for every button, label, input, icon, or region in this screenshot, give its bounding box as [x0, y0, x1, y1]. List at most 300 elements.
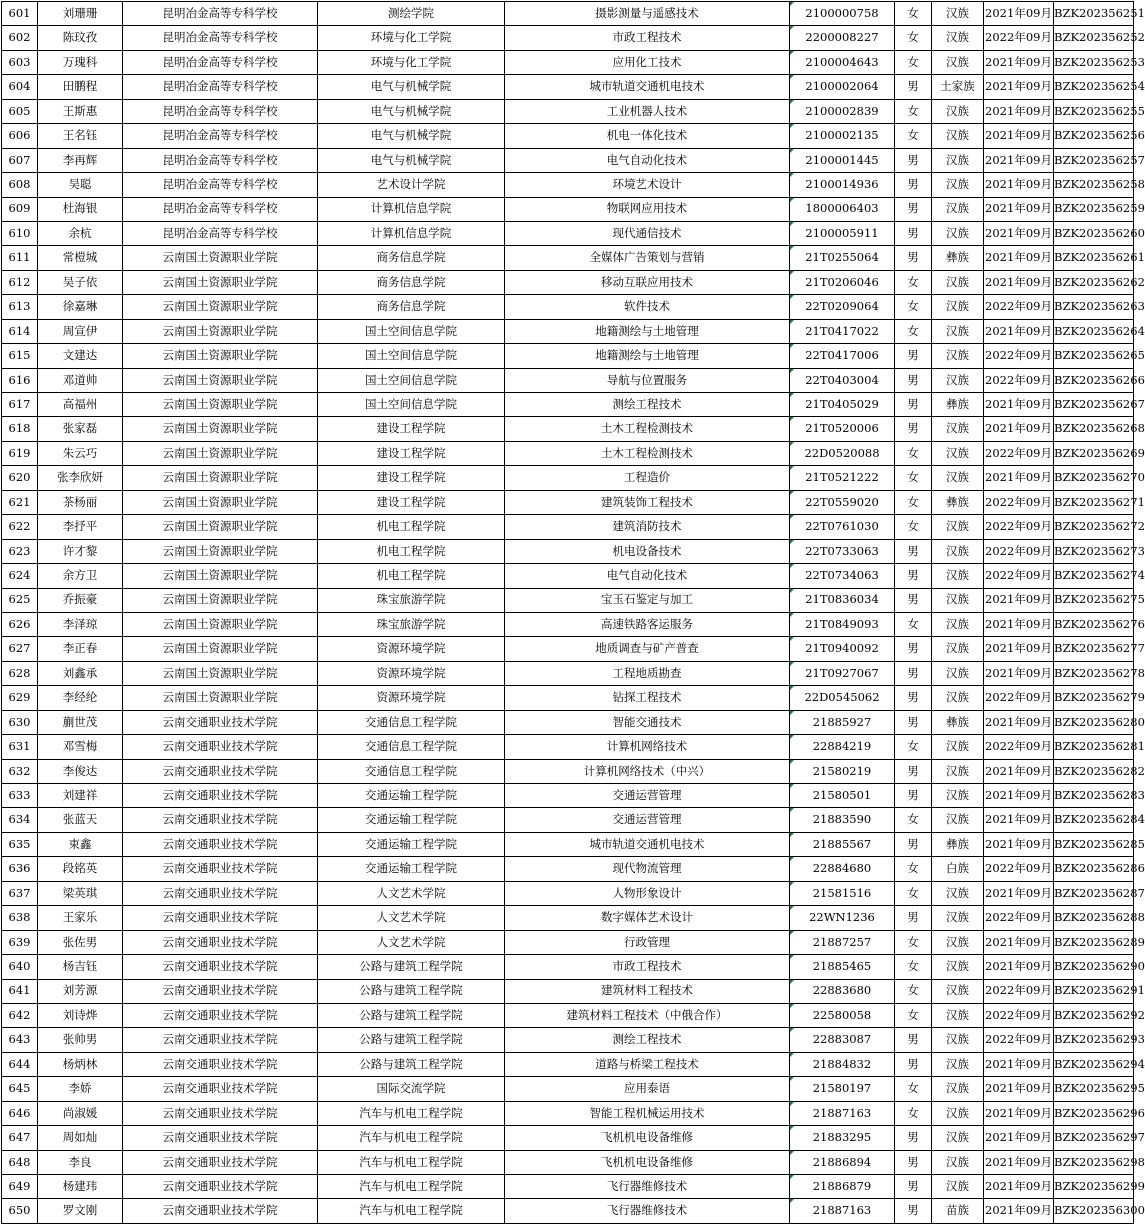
gender-cell: 女 [895, 1101, 932, 1125]
gender-cell: 女 [895, 50, 932, 74]
student-name-cell: 许才黎 [38, 539, 123, 563]
school-name-cell: 昆明冶金高等专科学校 [123, 197, 318, 221]
gender-cell: 女 [895, 319, 932, 343]
certificate-number-cell: BZK202356280 [1054, 710, 1134, 734]
ethnicity-cell: 彝族 [932, 832, 984, 856]
major-name-cell: 现代通信技术 [505, 221, 790, 245]
gender-cell: 女 [895, 99, 932, 123]
enrollment-date-cell: 2021年09月 [984, 246, 1054, 270]
college-name-cell: 环境与化工学院 [318, 26, 505, 50]
table-row [2, 612, 1134, 636]
ethnicity-cell: 汉族 [932, 539, 984, 563]
table-row [2, 1126, 1134, 1150]
student-name-cell: 段铭英 [38, 857, 123, 881]
college-name-cell: 资源环境学院 [318, 686, 505, 710]
major-name-cell: 地质调查与矿产普查 [505, 637, 790, 661]
student-id-cell: 21580197 [790, 1077, 895, 1101]
table-row [2, 564, 1134, 588]
table-row [2, 906, 1134, 930]
table-row [2, 368, 1134, 392]
ethnicity-cell: 汉族 [932, 197, 984, 221]
row-index-cell: 615 [2, 344, 38, 368]
ethnicity-cell: 汉族 [932, 1003, 984, 1027]
student-name-cell: 吴子依 [38, 270, 123, 294]
gender-cell: 女 [895, 857, 932, 881]
row-index-cell: 616 [2, 368, 38, 392]
school-name-cell: 云南交通职业技术学院 [123, 1175, 318, 1199]
major-name-cell: 计算机网络技术（中兴） [505, 759, 790, 783]
enrollment-date-cell: 2022年09月 [984, 979, 1054, 1003]
ethnicity-cell: 汉族 [932, 50, 984, 74]
major-name-cell: 市政工程技术 [505, 26, 790, 50]
row-index-cell: 621 [2, 490, 38, 514]
student-id-cell: 21581516 [790, 881, 895, 905]
student-id-cell: 21887257 [790, 930, 895, 954]
row-index-cell: 618 [2, 417, 38, 441]
student-name-cell: 刘诗烨 [38, 1003, 123, 1027]
college-name-cell: 计算机信息学院 [318, 221, 505, 245]
table-row [2, 1175, 1134, 1199]
row-index-cell: 619 [2, 441, 38, 465]
row-index-cell: 622 [2, 515, 38, 539]
school-name-cell: 云南交通职业技术学院 [123, 1052, 318, 1076]
gender-cell: 男 [895, 368, 932, 392]
college-name-cell: 商务信息学院 [318, 295, 505, 319]
enrollment-date-cell: 2021年09月 [984, 930, 1054, 954]
student-id-cell: 2200008227 [790, 26, 895, 50]
college-name-cell: 珠宝旅游学院 [318, 612, 505, 636]
ethnicity-cell: 苗族 [932, 1199, 984, 1223]
enrollment-date-cell: 2022年09月 [984, 735, 1054, 759]
student-name-cell: 文建达 [38, 344, 123, 368]
college-name-cell: 建设工程学院 [318, 441, 505, 465]
major-name-cell: 工程地质勘查 [505, 661, 790, 685]
row-index-cell: 606 [2, 124, 38, 148]
enrollment-date-cell: 2021年09月 [984, 1175, 1054, 1199]
major-name-cell: 城市轨道交通机电技术 [505, 832, 790, 856]
certificate-number-cell: BZK202356274 [1054, 564, 1134, 588]
gender-cell: 男 [895, 148, 932, 172]
major-name-cell: 地籍测绘与土地管理 [505, 319, 790, 343]
row-index-cell: 626 [2, 612, 38, 636]
enrollment-date-cell: 2021年09月 [984, 881, 1054, 905]
table-row [2, 515, 1134, 539]
student-id-cell: 22580058 [790, 1003, 895, 1027]
row-index-cell: 614 [2, 319, 38, 343]
student-name-cell: 李经纶 [38, 686, 123, 710]
certificate-number-cell: BZK202356260 [1054, 221, 1134, 245]
certificate-number-cell: BZK202356299 [1054, 1175, 1134, 1199]
table-row [2, 221, 1134, 245]
table-row [2, 26, 1134, 50]
row-index-cell: 601 [2, 2, 38, 26]
table-row [2, 490, 1134, 514]
student-name-cell: 张佐男 [38, 930, 123, 954]
student-id-cell: 21T0940092 [790, 637, 895, 661]
school-name-cell: 云南国土资源职业学院 [123, 344, 318, 368]
certificate-number-cell: BZK202356295 [1054, 1077, 1134, 1101]
ethnicity-cell: 土家族 [932, 75, 984, 99]
row-index-cell: 617 [2, 393, 38, 417]
row-index-cell: 628 [2, 661, 38, 685]
student-id-cell: 22WN1236 [790, 906, 895, 930]
ethnicity-cell: 彝族 [932, 490, 984, 514]
table-row [2, 344, 1134, 368]
college-name-cell: 电气与机械学院 [318, 148, 505, 172]
school-name-cell: 云南国土资源职业学院 [123, 661, 318, 685]
student-name-cell: 朱云巧 [38, 441, 123, 465]
table-row [2, 197, 1134, 221]
student-name-cell: 梁英琪 [38, 881, 123, 905]
certificate-number-cell: BZK202356283 [1054, 784, 1134, 808]
school-name-cell: 云南国土资源职业学院 [123, 466, 318, 490]
college-name-cell: 人文艺术学院 [318, 930, 505, 954]
row-index-cell: 624 [2, 564, 38, 588]
ethnicity-cell: 汉族 [932, 99, 984, 123]
student-name-cell: 李俊达 [38, 759, 123, 783]
student-id-cell: 2100002839 [790, 99, 895, 123]
student-name-cell: 茶杨丽 [38, 490, 123, 514]
table-row [2, 417, 1134, 441]
table-row [2, 124, 1134, 148]
student-id-cell: 21T0405029 [790, 393, 895, 417]
student-id-cell: 22884680 [790, 857, 895, 881]
row-index-cell: 610 [2, 221, 38, 245]
gender-cell: 男 [895, 1150, 932, 1174]
student-id-cell: 22T0733063 [790, 539, 895, 563]
college-name-cell: 电气与机械学院 [318, 124, 505, 148]
enrollment-date-cell: 2022年09月 [984, 295, 1054, 319]
certificate-number-cell: BZK202356275 [1054, 588, 1134, 612]
gender-cell: 男 [895, 759, 932, 783]
roster-body [2, 2, 1145, 1224]
certificate-number-cell: BZK202356300 [1054, 1199, 1134, 1223]
table-row [2, 319, 1134, 343]
table-row [2, 1052, 1134, 1076]
student-id-cell: 21T0849093 [790, 612, 895, 636]
row-index-cell: 623 [2, 539, 38, 563]
gender-cell: 女 [895, 466, 932, 490]
student-name-cell: 高福州 [38, 393, 123, 417]
ethnicity-cell: 汉族 [932, 1175, 984, 1199]
school-name-cell: 云南国土资源职业学院 [123, 588, 318, 612]
ethnicity-cell: 汉族 [932, 1150, 984, 1174]
student-id-cell: 21886894 [790, 1150, 895, 1174]
college-name-cell: 交通信息工程学院 [318, 735, 505, 759]
enrollment-date-cell: 2021年09月 [984, 808, 1054, 832]
student-name-cell: 蒯世茂 [38, 710, 123, 734]
major-name-cell: 市政工程技术 [505, 955, 790, 979]
student-id-cell: 22T0761030 [790, 515, 895, 539]
student-id-cell: 22T0403004 [790, 368, 895, 392]
student-id-cell: 22D0545062 [790, 686, 895, 710]
gender-cell: 女 [895, 930, 932, 954]
table-row [2, 1150, 1134, 1174]
student-id-cell: 22D0520088 [790, 441, 895, 465]
certificate-number-cell: BZK202356290 [1054, 955, 1134, 979]
college-name-cell: 交通运输工程学院 [318, 808, 505, 832]
gender-cell: 男 [895, 539, 932, 563]
gender-cell: 女 [895, 490, 932, 514]
ethnicity-cell: 汉族 [932, 221, 984, 245]
college-name-cell: 人文艺术学院 [318, 881, 505, 905]
enrollment-date-cell: 2021年09月 [984, 466, 1054, 490]
college-name-cell: 交通运输工程学院 [318, 784, 505, 808]
certificate-number-cell: BZK202356255 [1054, 99, 1134, 123]
gender-cell: 女 [895, 979, 932, 1003]
major-name-cell: 建筑材料工程技术（中俄合作） [505, 1003, 790, 1027]
enrollment-date-cell: 2021年09月 [984, 955, 1054, 979]
school-name-cell: 云南国土资源职业学院 [123, 515, 318, 539]
major-name-cell: 建筑装饰工程技术 [505, 490, 790, 514]
student-name-cell: 罗文刚 [38, 1199, 123, 1223]
student-name-cell: 陈玟孜 [38, 26, 123, 50]
table-row [2, 881, 1134, 905]
table-row [2, 50, 1134, 74]
enrollment-date-cell: 2021年09月 [984, 148, 1054, 172]
table-row [2, 148, 1134, 172]
gender-cell: 女 [895, 1077, 932, 1101]
certificate-number-cell: BZK202356277 [1054, 637, 1134, 661]
student-name-cell: 张李欣妍 [38, 466, 123, 490]
student-name-cell: 周宣伊 [38, 319, 123, 343]
school-name-cell: 云南交通职业技术学院 [123, 1199, 318, 1223]
certificate-number-cell: BZK202356293 [1054, 1028, 1134, 1052]
college-name-cell: 建设工程学院 [318, 417, 505, 441]
enrollment-date-cell: 2021年09月 [984, 588, 1054, 612]
student-id-cell: 21580219 [790, 759, 895, 783]
row-index-cell: 627 [2, 637, 38, 661]
enrollment-date-cell: 2021年09月 [984, 1126, 1054, 1150]
college-name-cell: 交通运输工程学院 [318, 857, 505, 881]
student-name-cell: 田鹏程 [38, 75, 123, 99]
college-name-cell: 公路与建筑工程学院 [318, 979, 505, 1003]
gender-cell: 女 [895, 2, 932, 26]
college-name-cell: 公路与建筑工程学院 [318, 1003, 505, 1027]
ethnicity-cell: 彝族 [932, 246, 984, 270]
ethnicity-cell: 汉族 [932, 930, 984, 954]
school-name-cell: 昆明冶金高等专科学校 [123, 124, 318, 148]
student-name-cell: 刘芳源 [38, 979, 123, 1003]
gender-cell: 男 [895, 1126, 932, 1150]
school-name-cell: 云南交通职业技术学院 [123, 857, 318, 881]
enrollment-date-cell: 2021年09月 [984, 2, 1054, 26]
enrollment-date-cell: 2021年09月 [984, 1150, 1054, 1174]
row-index-cell: 634 [2, 808, 38, 832]
student-name-cell: 李再辉 [38, 148, 123, 172]
ethnicity-cell: 彝族 [932, 393, 984, 417]
student-id-cell: 21T0520006 [790, 417, 895, 441]
table-row [2, 173, 1134, 197]
gender-cell: 男 [895, 686, 932, 710]
college-name-cell: 公路与建筑工程学院 [318, 1028, 505, 1052]
school-name-cell: 云南国土资源职业学院 [123, 490, 318, 514]
certificate-number-cell: BZK202356254 [1054, 75, 1134, 99]
table-row [2, 661, 1134, 685]
gender-cell: 女 [895, 881, 932, 905]
college-name-cell: 机电工程学院 [318, 539, 505, 563]
row-index-cell: 648 [2, 1150, 38, 1174]
major-name-cell: 建筑消防技术 [505, 515, 790, 539]
row-index-cell: 608 [2, 173, 38, 197]
college-name-cell: 珠宝旅游学院 [318, 588, 505, 612]
gender-cell: 男 [895, 637, 932, 661]
row-index-cell: 638 [2, 906, 38, 930]
certificate-number-cell: BZK202356273 [1054, 539, 1134, 563]
ethnicity-cell: 汉族 [932, 759, 984, 783]
ethnicity-cell: 汉族 [932, 564, 984, 588]
school-name-cell: 昆明冶金高等专科学校 [123, 2, 318, 26]
major-name-cell: 软件技术 [505, 295, 790, 319]
college-name-cell: 汽车与机电工程学院 [318, 1101, 505, 1125]
ethnicity-cell: 汉族 [932, 686, 984, 710]
gender-cell: 女 [895, 26, 932, 50]
enrollment-date-cell: 2022年09月 [984, 1003, 1054, 1027]
row-index-cell: 645 [2, 1077, 38, 1101]
student-name-cell: 徐嘉琳 [38, 295, 123, 319]
ethnicity-cell: 汉族 [932, 148, 984, 172]
student-name-cell: 李抒平 [38, 515, 123, 539]
school-name-cell: 云南交通职业技术学院 [123, 1101, 318, 1125]
school-name-cell: 云南国土资源职业学院 [123, 393, 318, 417]
school-name-cell: 云南交通职业技术学院 [123, 979, 318, 1003]
certificate-number-cell: BZK202356272 [1054, 515, 1134, 539]
table-row [2, 955, 1134, 979]
row-index-cell: 613 [2, 295, 38, 319]
college-name-cell: 交通信息工程学院 [318, 710, 505, 734]
college-name-cell: 资源环境学院 [318, 637, 505, 661]
certificate-number-cell: BZK202356291 [1054, 979, 1134, 1003]
school-name-cell: 昆明冶金高等专科学校 [123, 50, 318, 74]
table-row [2, 75, 1134, 99]
student-name-cell: 杨炳林 [38, 1052, 123, 1076]
gender-cell: 女 [895, 735, 932, 759]
college-name-cell: 汽车与机电工程学院 [318, 1126, 505, 1150]
college-name-cell: 国土空间信息学院 [318, 319, 505, 343]
major-name-cell: 行政管理 [505, 930, 790, 954]
student-name-cell: 李娇 [38, 1077, 123, 1101]
college-name-cell: 交通运输工程学院 [318, 832, 505, 856]
college-name-cell: 交通信息工程学院 [318, 759, 505, 783]
student-name-cell: 邓雪梅 [38, 735, 123, 759]
college-name-cell: 人文艺术学院 [318, 906, 505, 930]
major-name-cell: 应用泰语 [505, 1077, 790, 1101]
enrollment-date-cell: 2021年09月 [984, 832, 1054, 856]
school-name-cell: 云南国土资源职业学院 [123, 295, 318, 319]
student-id-cell: 21885465 [790, 955, 895, 979]
college-name-cell: 测绘学院 [318, 2, 505, 26]
certificate-number-cell: BZK202356288 [1054, 906, 1134, 930]
row-index-cell: 642 [2, 1003, 38, 1027]
enrollment-date-cell: 2021年09月 [984, 759, 1054, 783]
gender-cell: 男 [895, 417, 932, 441]
enrollment-date-cell: 2022年09月 [984, 539, 1054, 563]
certificate-number-cell: BZK202356284 [1054, 808, 1134, 832]
school-name-cell: 昆明冶金高等专科学校 [123, 173, 318, 197]
certificate-number-cell: BZK202356259 [1054, 197, 1134, 221]
student-name-cell: 张家磊 [38, 417, 123, 441]
certificate-number-cell: BZK202356285 [1054, 832, 1134, 856]
school-name-cell: 云南交通职业技术学院 [123, 1150, 318, 1174]
row-index-cell: 649 [2, 1175, 38, 1199]
gender-cell: 女 [895, 270, 932, 294]
student-id-cell: 2100001445 [790, 148, 895, 172]
student-name-cell: 王名钰 [38, 124, 123, 148]
enrollment-date-cell: 2022年09月 [984, 344, 1054, 368]
major-name-cell: 工业机器人技术 [505, 99, 790, 123]
school-name-cell: 昆明冶金高等专科学校 [123, 26, 318, 50]
student-id-cell: 21T0927067 [790, 661, 895, 685]
enrollment-date-cell: 2021年09月 [984, 99, 1054, 123]
row-index-cell: 636 [2, 857, 38, 881]
school-name-cell: 云南国土资源职业学院 [123, 612, 318, 636]
ethnicity-cell: 汉族 [932, 906, 984, 930]
row-index-cell: 639 [2, 930, 38, 954]
college-name-cell: 汽车与机电工程学院 [318, 1150, 505, 1174]
certificate-number-cell: BZK202356256 [1054, 124, 1134, 148]
student-name-cell: 李正春 [38, 637, 123, 661]
enrollment-date-cell: 2021年09月 [984, 221, 1054, 245]
student-name-cell: 杜海银 [38, 197, 123, 221]
school-name-cell: 云南国土资源职业学院 [123, 368, 318, 392]
row-index-cell: 602 [2, 26, 38, 50]
enrollment-date-cell: 2021年09月 [984, 417, 1054, 441]
row-index-cell: 643 [2, 1028, 38, 1052]
school-name-cell: 云南国土资源职业学院 [123, 270, 318, 294]
student-name-cell: 余杭 [38, 221, 123, 245]
major-name-cell: 道路与桥梁工程技术 [505, 1052, 790, 1076]
school-name-cell: 云南国土资源职业学院 [123, 539, 318, 563]
ethnicity-cell: 汉族 [932, 1077, 984, 1101]
table-row [2, 441, 1134, 465]
major-name-cell: 数字媒体艺术设计 [505, 906, 790, 930]
school-name-cell: 云南交通职业技术学院 [123, 1028, 318, 1052]
table-row [2, 466, 1134, 490]
enrollment-date-cell: 2022年09月 [984, 515, 1054, 539]
school-name-cell: 云南交通职业技术学院 [123, 759, 318, 783]
enrollment-date-cell: 2022年09月 [984, 26, 1054, 50]
ethnicity-cell: 汉族 [932, 735, 984, 759]
certificate-number-cell: BZK202356278 [1054, 661, 1134, 685]
table-row [2, 1028, 1134, 1052]
major-name-cell: 建筑材料工程技术 [505, 979, 790, 1003]
student-name-cell: 余方卫 [38, 564, 123, 588]
ethnicity-cell: 汉族 [932, 1028, 984, 1052]
ethnicity-cell: 汉族 [932, 2, 984, 26]
major-name-cell: 地籍测绘与土地管理 [505, 344, 790, 368]
gender-cell: 女 [895, 808, 932, 832]
row-index-cell: 629 [2, 686, 38, 710]
major-name-cell: 宝玉石鉴定与加工 [505, 588, 790, 612]
student-name-cell: 吴聪 [38, 173, 123, 197]
row-index-cell: 604 [2, 75, 38, 99]
certificate-number-cell: BZK202356271 [1054, 490, 1134, 514]
enrollment-date-cell: 2021年09月 [984, 637, 1054, 661]
gender-cell: 女 [895, 955, 932, 979]
school-name-cell: 昆明冶金高等专科学校 [123, 148, 318, 172]
student-id-cell: 2100002135 [790, 124, 895, 148]
table-row [2, 588, 1134, 612]
school-name-cell: 云南国土资源职业学院 [123, 246, 318, 270]
gender-cell: 男 [895, 221, 932, 245]
certificate-number-cell: BZK202356251 [1054, 2, 1134, 26]
major-name-cell: 钻探工程技术 [505, 686, 790, 710]
college-name-cell: 机电工程学院 [318, 515, 505, 539]
gender-cell: 男 [895, 710, 932, 734]
certificate-number-cell: BZK202356296 [1054, 1101, 1134, 1125]
ethnicity-cell: 汉族 [932, 588, 984, 612]
student-name-cell: 李泽琼 [38, 612, 123, 636]
